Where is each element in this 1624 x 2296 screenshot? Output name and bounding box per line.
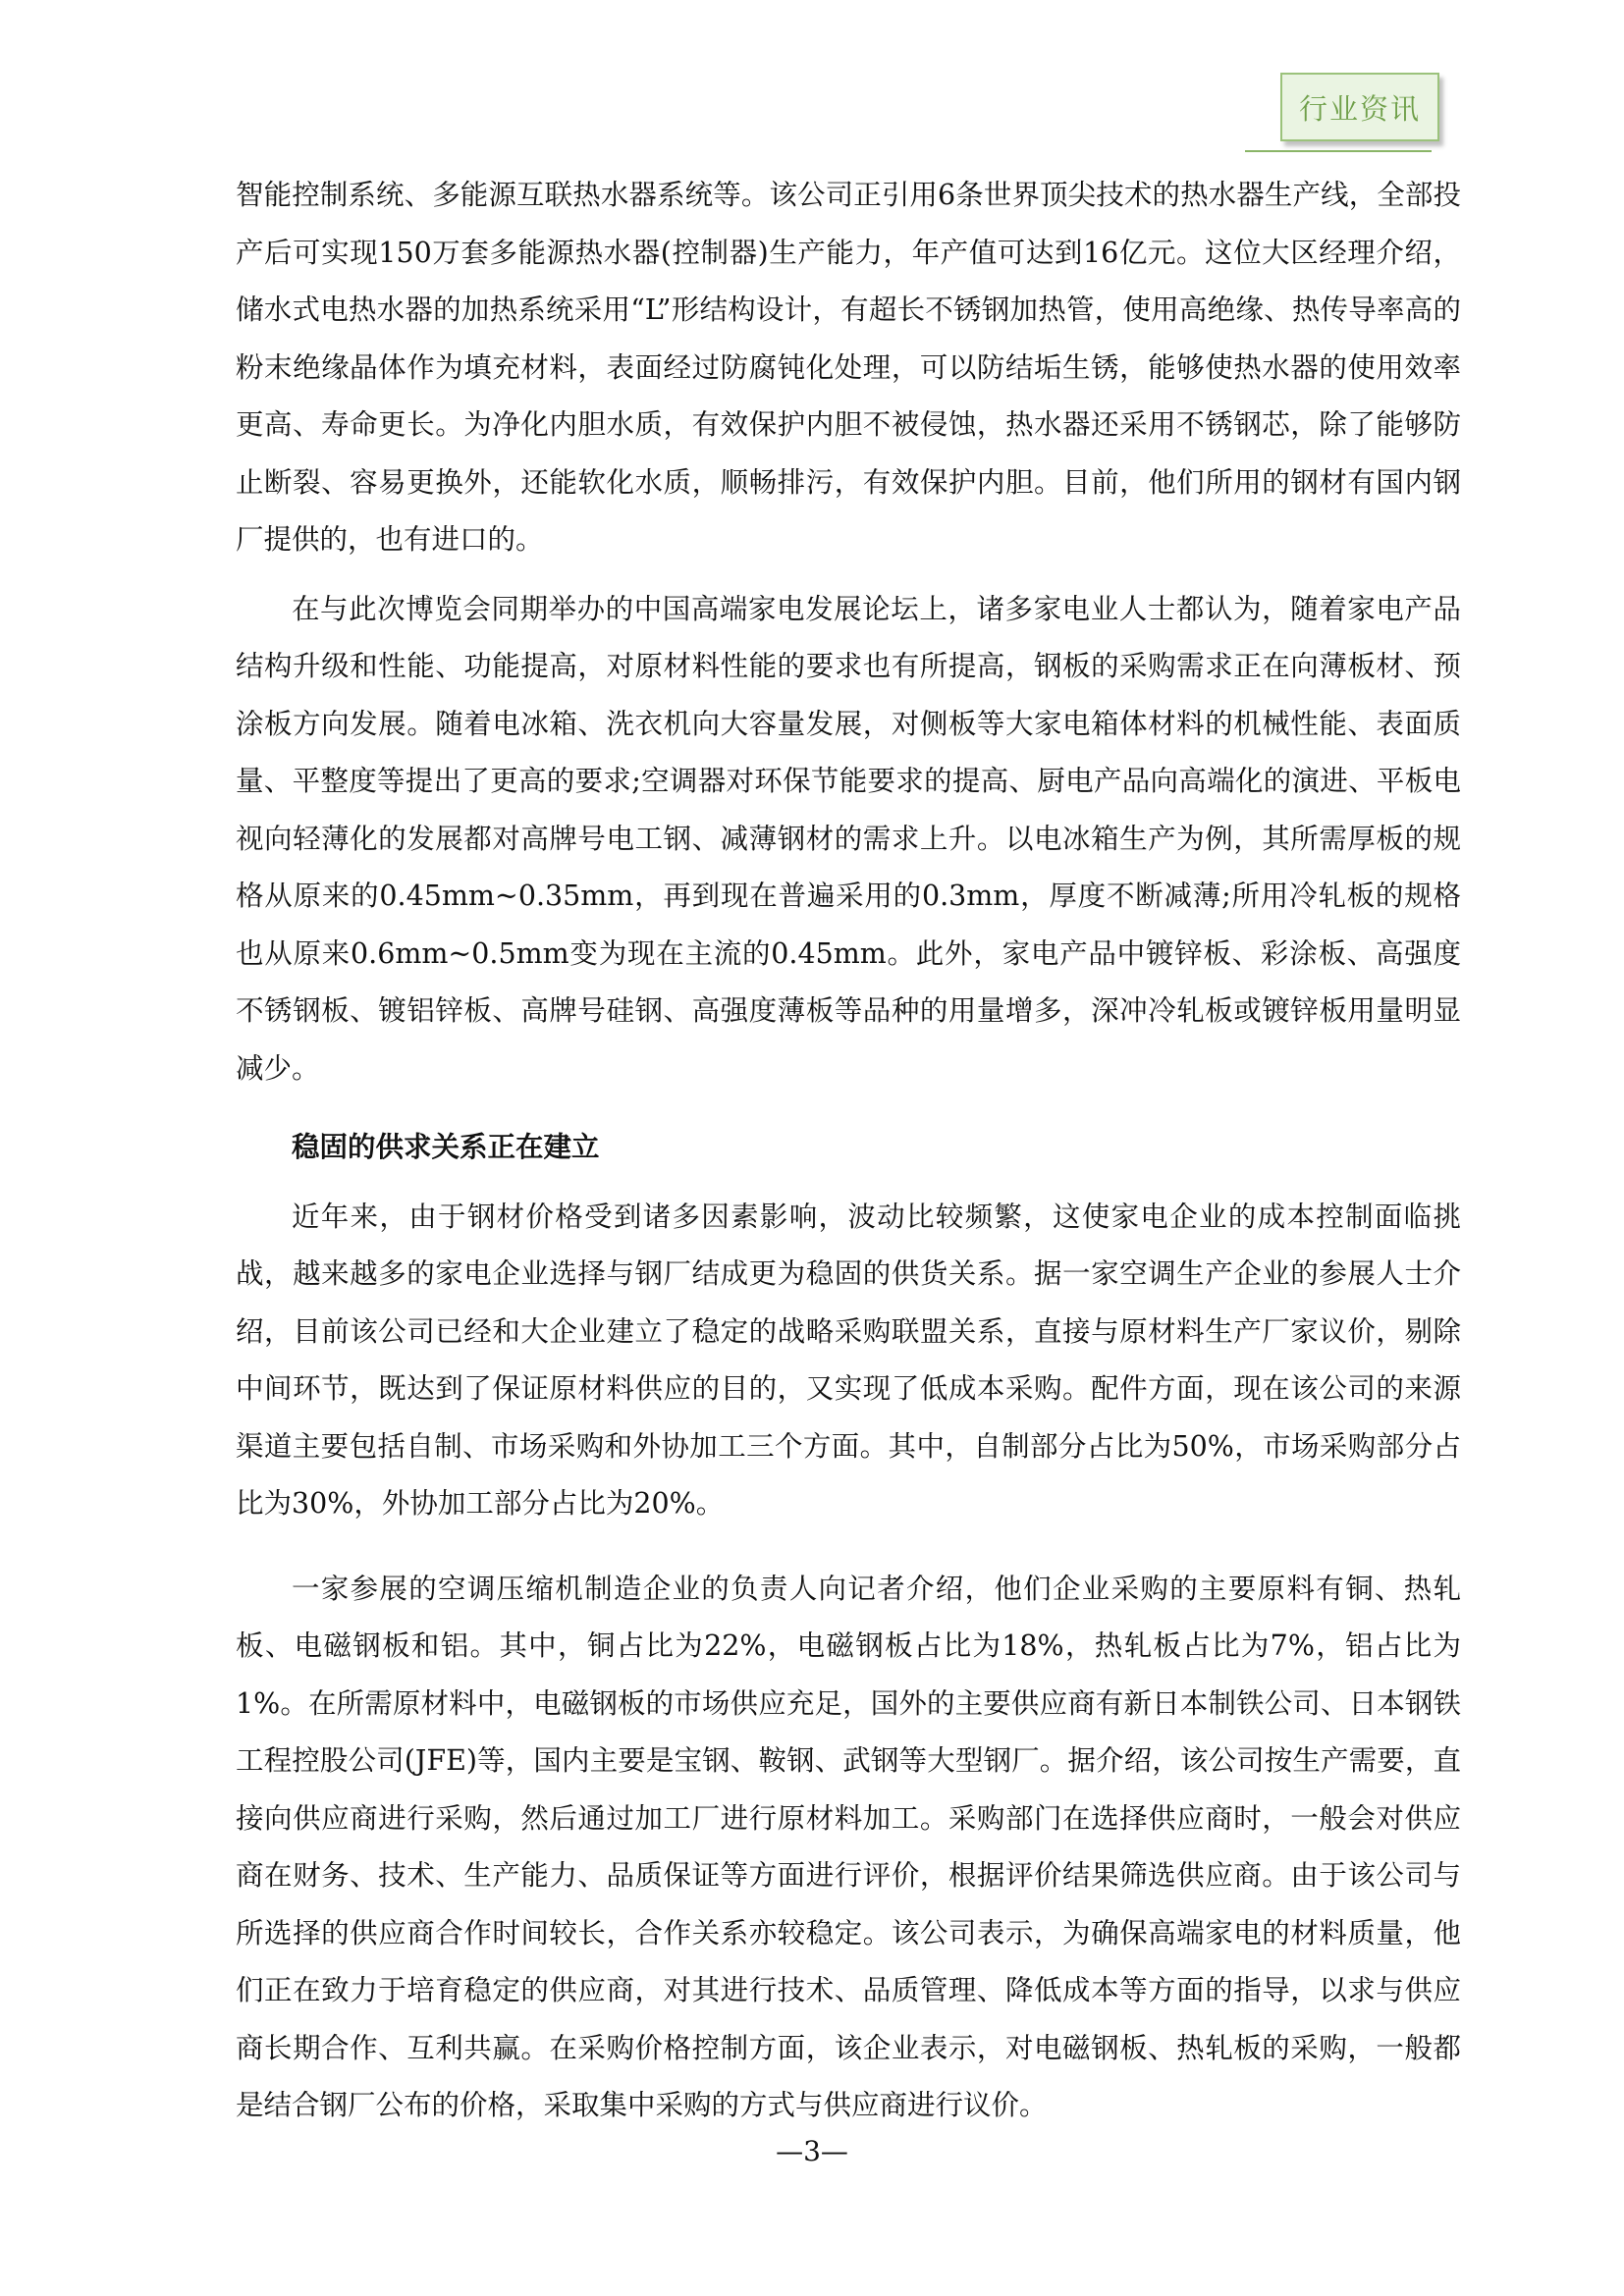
section-heading: 稳固的供求关系正在建立 <box>292 1131 600 1163</box>
article-body <box>236 167 1461 2135</box>
section-tag: 行业资讯 <box>1280 73 1439 141</box>
paragraph-3: 近年来，由于钢材价格受到诸多因素影响，波动比较频繁，这使家电企业的成本控制面临挑战，越来越多的家电企业选择与钢厂结成更为稳固的供货关系。据一家空调生产企业的参展人士介绍，目前该公司已经和大企业建立了稳定的战略采购联盟关系，直接与原材料生产厂家议价，剔除中间环节，既达到了保证原材料供应的目的，又实现了低成本采购。配件方面，现在该公司的来源渠道主要包括自制、市场采购和外协加工三个方面。其中，自制部分占比为50%，市场采购部分占比为30%，外协加工部分占比为20%。 <box>236 1200 1461 1520</box>
tag-underline <box>1245 150 1432 152</box>
paragraph-2: 在与此次博览会同期举办的中国高端家电发展论坛上，诸多家电业人士都认为，随着家电产品结构升级和性能、功能提高，对原材料性能的要求也有所提高，钢板的采购需求正在向薄板材、预涂板方向发展。随着电冰箱、洗衣机向大容量发展，对侧板等大家电箱体材料的机械性能、表面质量、平整度等提出了更高的要求;空调器对环保节能要求的提高、厨电产品向高端化的演进、平板电视向轻薄化的发展都对高牌号电工钢、减薄钢材的需求上升。以电冰箱生产为例，其所需厚板的规格从原来的0.45mm~0.35mm，再到现在普遍采用的0.3mm，厚度不断减薄;所用冷轧板的规格也从原来0.6mm~0.5mm变为现在主流的0.45mm。此外，家电产品中镀锌板、彩涂板、高强度不锈钢板、镀铝锌板、高牌号硅钢、高强度薄板等品种的用量增多，深冲冷轧板或镀锌板用量明显减少。 <box>236 592 1461 1085</box>
paragraph-4: 一家参展的空调压缩机制造企业的负责人向记者介绍，他们企业采购的主要原料有铜、热轧板、电磁钢板和铝。其中，铜占比为22%，电磁钢板占比为18%，热轧板占比为7%，铝占比为1%。在所需原材料中，电磁钢板的市场供应充足，国外的主要供应商有新日本制铁公司、日本钢铁工程控股公司(JFE)等，国内主要是宝钢、鞍钢、武钢等大型钢厂。据介绍，该公司按生产需要，直接向供应商进行采购，然后通过加工厂进行原材料加工。采购部门在选择供应商时，一般会对供应商在财务、技术、生产能力、品质保证等方面进行评价，根据评价结果筛选供应商。由于该公司与所选择的供应商合作时间较长，合作关系亦较稳定。该公司表示，为确保高端家电的材料质量，他们正在致力于培育稳定的供应商，对其进行技术、品质管理、降低成本等方面的指导，以求与供应商长期合作、互利共赢。在采购价格控制方面，该企业表示，对电磁钢板、热轧板的采购，一般都是结合钢厂公布的价格，采取集中采购的方式与供应商进行议价。 <box>236 1572 1461 2121</box>
paragraph-1: 智能控制系统、多能源互联热水器系统等。该公司正引用6条世界顶尖技术的热水器生产线，全部投产后可实现150万套多能源热水器(控制器)生产能力，年产值可达到16亿元。这位大区经理介绍，储水式电热水器的加热系统采用“L”形结构设计，有超长不锈钢加热管，使用高绝缘、热传导率高的粉末绝缘晶体作为填充材料，表面经过防腐钝化处理，可以防结垢生锈，能够使热水器的使用效率更高、寿命更长。为净化内胆水质，有效保护内胆不被侵蚀，热水器还采用不锈钢芯，除了能够防止断裂、容易更换外，还能软化水质，顺畅排污，有效保护内胆。目前，他们所用的钢材有国内钢厂提供的，也有进口的。 <box>236 179 1461 556</box>
page-number: —3— <box>776 2135 848 2167</box>
